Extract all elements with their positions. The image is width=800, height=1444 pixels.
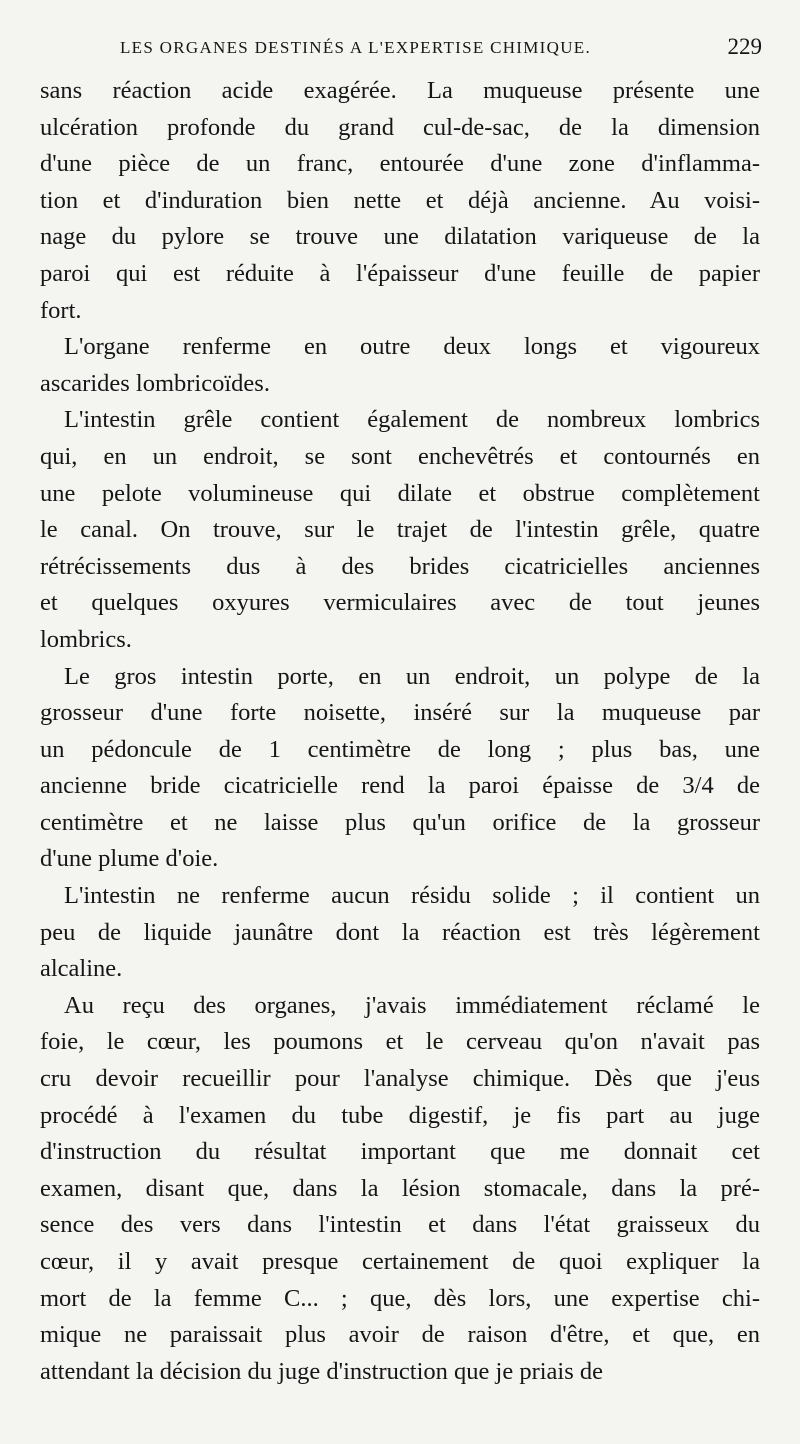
text-line: mique ne paraissait plus avoir de raison d'être, et que, en bbox=[40, 1321, 760, 1349]
text-line: un pédoncule de 1 centimètre de long ; plus bas, une bbox=[40, 735, 760, 763]
text-line: L'organe renferme en outre deux longs et vigoureux bbox=[64, 333, 760, 361]
text-line: Au reçu des organes, j'avais immédiatement réclamé le bbox=[64, 991, 760, 1019]
text-line: ascarides lombricoïdes. bbox=[40, 369, 270, 397]
text-line: procédé à l'examen du tube digestif, je fis part au juge bbox=[40, 1101, 760, 1129]
text-line: d'instruction du résultat important que me donnait cet bbox=[40, 1138, 760, 1166]
paragraph bbox=[40, 329, 760, 402]
text-line: d'une pièce de un franc, entourée d'une zone d'inflamma- bbox=[40, 150, 760, 178]
text-line: le canal. On trouve, sur le trajet de l'intestin grêle, quatre bbox=[40, 516, 760, 544]
text-line: tion et d'induration bien nette et déjà ancienne. Au voisi- bbox=[40, 186, 760, 214]
running-head bbox=[120, 34, 762, 64]
text-line: centimètre et ne laisse plus qu'un orifice de la grosseur bbox=[40, 808, 760, 836]
text-line: paroi qui est réduite à l'épaisseur d'une feuille de papier bbox=[40, 259, 760, 287]
text-line: grosseur d'une forte noisette, inséré sur la muqueuse par bbox=[40, 699, 760, 727]
text-line: L'intestin grêle contient également de nombreux lombrics bbox=[64, 406, 760, 434]
text-line: une pelote volumineuse qui dilate et obstrue complètement bbox=[40, 479, 760, 507]
running-title: LES ORGANES DESTINÉS A L'EXPERTISE CHIMIQUE. bbox=[120, 38, 592, 57]
paragraph bbox=[40, 659, 760, 879]
text-line: cœur, il y avait presque certainement de quoi expliquer la bbox=[40, 1248, 760, 1275]
text-line: nage du pylore se trouve une dilatation variqueuse de la bbox=[40, 223, 760, 251]
body-text bbox=[40, 73, 760, 1390]
paragraph bbox=[40, 402, 760, 658]
text-line: peu de liquide jaunâtre dont la réaction est très légèrement bbox=[40, 918, 760, 946]
text-line: d'une plume d'oie. bbox=[40, 845, 219, 873]
text-line: Le gros intestin porte, en un endroit, un polype de la bbox=[64, 662, 760, 690]
text-line: mort de la femme C... ; que, dès lors, une expertise chi- bbox=[40, 1284, 760, 1312]
text-line: ancienne bride cicatricielle rend la paroi épaisse de 3/4 de bbox=[40, 772, 760, 800]
text-line: sans réaction acide exagérée. La muqueuse présente une bbox=[40, 77, 760, 104]
text-line: alcaline. bbox=[40, 955, 123, 983]
text-line: qui, en un endroit, se sont enchevêtrés et contournés en bbox=[40, 442, 760, 470]
text-line: foie, le cœur, les poumons et le cerveau qu'on n'avait pas bbox=[40, 1028, 760, 1056]
paragraph bbox=[40, 988, 760, 1391]
text-line: L'intestin ne renferme aucun résidu solide ; il contient un bbox=[64, 882, 760, 910]
paragraph bbox=[40, 878, 760, 988]
text-line: et quelques oxyures vermiculaires avec de tout jeunes bbox=[40, 589, 760, 617]
text-line: examen, disant que, dans la lésion stomacale, dans la pré- bbox=[40, 1174, 760, 1202]
text-line: fort. bbox=[40, 296, 82, 324]
text-line: lombrics. bbox=[40, 625, 132, 653]
page-number: 229 bbox=[727, 34, 762, 59]
text-line: sence des vers dans l'intestin et dans l'état graisseux du bbox=[40, 1211, 760, 1239]
paragraph bbox=[40, 73, 760, 329]
text-line: attendant la décision du juge d'instruction que je priais de bbox=[40, 1357, 603, 1385]
text-line: cru devoir recueillir pour l'analyse chimique. Dès que j'eus bbox=[40, 1065, 760, 1093]
text-line: rétrécissements dus à des brides cicatricielles anciennes bbox=[40, 552, 760, 580]
text-line: ulcération profonde du grand cul-de-sac, de la dimension bbox=[40, 113, 760, 141]
